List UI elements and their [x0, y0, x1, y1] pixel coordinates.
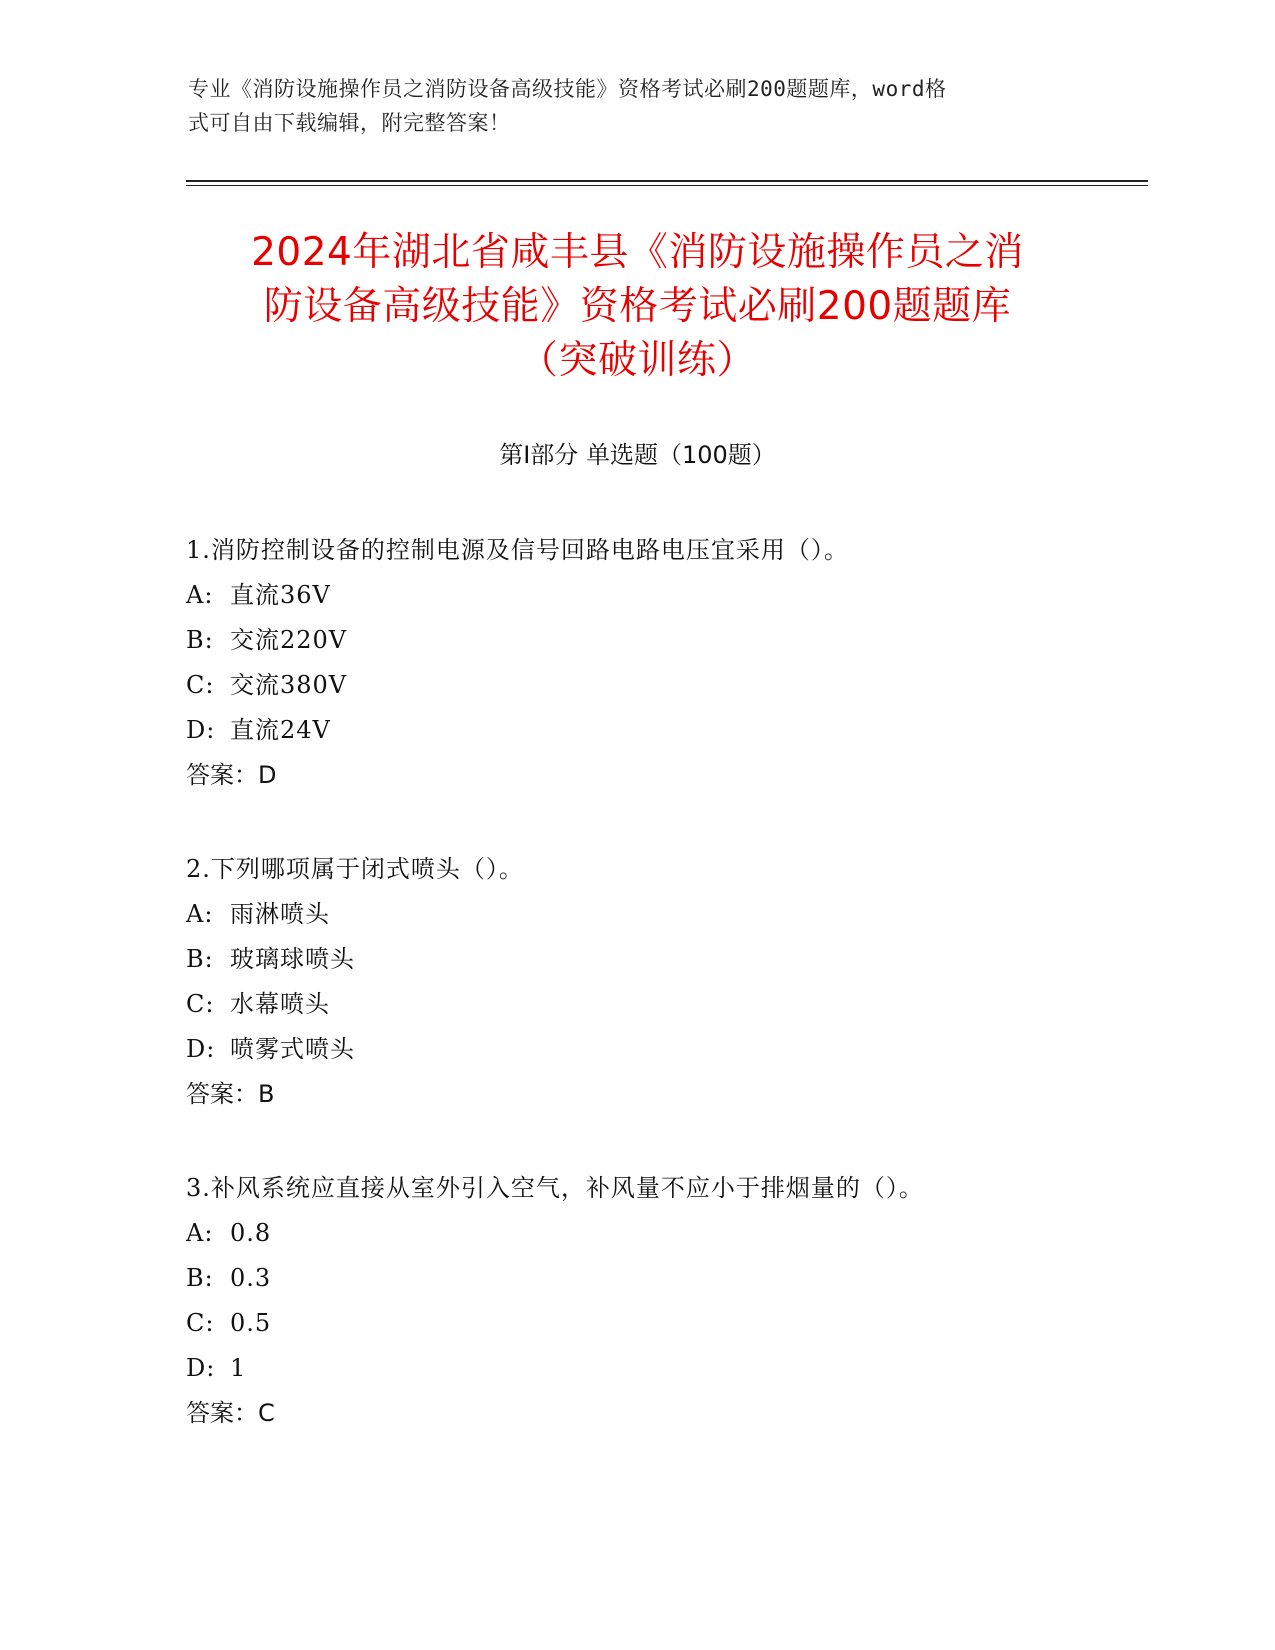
- question-2: [186, 847, 1146, 1117]
- option-b: [186, 937, 1146, 982]
- title-line-3: （突破训练）: [518, 338, 756, 383]
- option-letter: D:: [186, 1354, 216, 1382]
- option-text: 雨淋喷头: [230, 900, 330, 928]
- header-note-line-2: 式可自由下载编辑，附完整答案！: [188, 111, 511, 135]
- option-text: 水幕喷头: [230, 990, 330, 1018]
- option-letter: B:: [186, 1264, 214, 1292]
- question-stem: 1.消防控制设备的控制电源及信号回路电路电压宜采用（）。: [186, 536, 849, 564]
- option-text: 0.8: [230, 1219, 272, 1247]
- option-letter: D:: [186, 1035, 216, 1063]
- option-text: 玻璃球喷头: [230, 945, 355, 973]
- option-text: 喷雾式喷头: [230, 1035, 355, 1063]
- option-letter: C:: [186, 1309, 215, 1337]
- option-letter: D:: [186, 716, 216, 744]
- option-d: [186, 708, 1146, 753]
- document-title: [150, 226, 1125, 388]
- option-letter: A:: [186, 1219, 214, 1247]
- option-b: [186, 618, 1146, 663]
- option-c: [186, 1301, 1146, 1346]
- option-letter: C:: [186, 990, 215, 1018]
- title-line-2: 防设备高级技能》资格考试必刷200题题库: [263, 284, 1012, 329]
- option-letter: C:: [186, 671, 215, 699]
- answer: 答案：B: [186, 1080, 275, 1108]
- option-text: 交流220V: [230, 626, 348, 654]
- option-text: 0.3: [230, 1264, 272, 1292]
- section-heading: 第Ⅰ部分 单选题（100题）: [499, 441, 776, 469]
- option-letter: B:: [186, 945, 214, 973]
- header-rule-thick: [186, 180, 1148, 182]
- option-c: [186, 982, 1146, 1027]
- option-b: [186, 1256, 1146, 1301]
- option-text: 1: [230, 1354, 247, 1382]
- option-letter: B:: [186, 626, 214, 654]
- title-line-1: 2024年湖北省咸丰县《消防设施操作员之消: [251, 230, 1024, 275]
- question-stem: 3.补风系统应直接从室外引入空气，补风量不应小于排烟量的（）。: [186, 1174, 924, 1202]
- header-note: [188, 72, 1088, 140]
- option-c: [186, 663, 1146, 708]
- option-text: 直流24V: [230, 716, 331, 744]
- answer: 答案：D: [186, 761, 277, 789]
- option-letter: A:: [186, 900, 214, 928]
- answer: 答案：C: [186, 1399, 275, 1427]
- option-text: 直流36V: [230, 581, 331, 609]
- question-list: [186, 528, 1146, 1485]
- question-stem: 2.下列哪项属于闭式喷头（）。: [186, 855, 524, 883]
- question-1: [186, 528, 1146, 798]
- option-text: 交流380V: [230, 671, 348, 699]
- question-3: [186, 1166, 1146, 1436]
- option-d: [186, 1346, 1146, 1391]
- option-a: [186, 892, 1146, 937]
- option-a: [186, 1211, 1146, 1256]
- header-note-line-1: 专业《消防设施操作员之消防设备高级技能》资格考试必刷200题题库，word格: [188, 77, 947, 101]
- option-a: [186, 573, 1146, 618]
- option-d: [186, 1027, 1146, 1072]
- option-text: 0.5: [230, 1309, 272, 1337]
- option-letter: A:: [186, 581, 214, 609]
- header-rule-thin: [186, 185, 1148, 186]
